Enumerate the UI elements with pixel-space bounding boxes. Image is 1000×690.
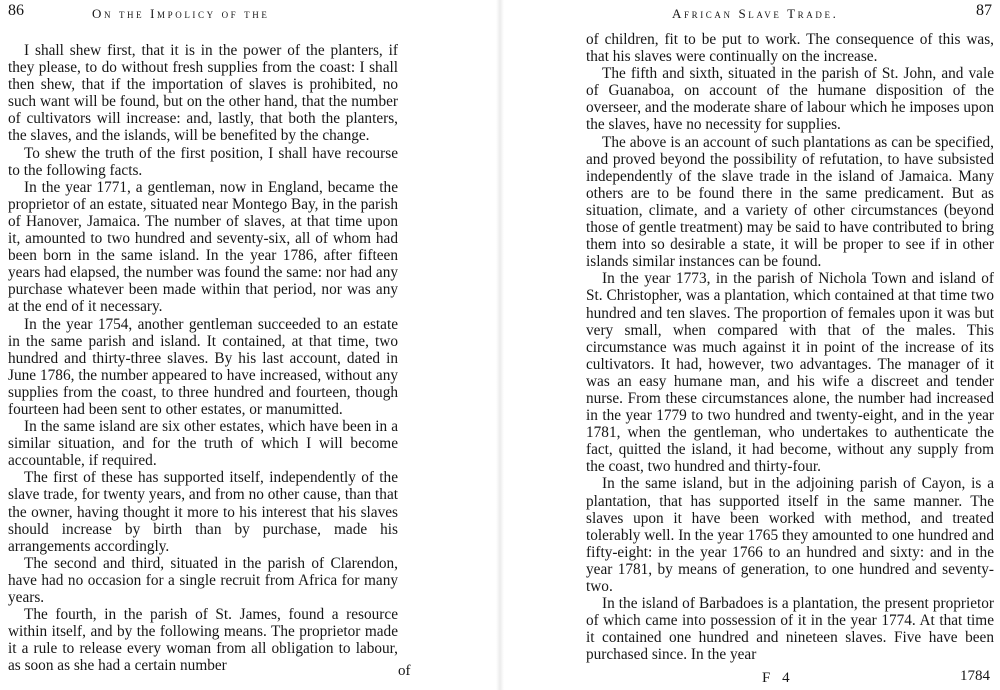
paragraph: The second and third, situated in the parish of Clarendon, have had no occasion for a single recruit from Africa for many years. [8, 554, 398, 606]
paragraph: The first of these has supported itself, independently of the slave trade, for twenty years, and from no other cause, than that the owner, having thought it more to his interest that his slaves should increase by birth than by purchase, made his arrangements accordingly. [8, 469, 398, 555]
paragraph: I shall shew first, that it is in the power of the planters, if they please, to do without fresh supplies from the coast: I shall then shew, that if the importation of slaves is prohibited, no such want will be found, but on the other hand, that the number of cultivators will increase: and, lastly, that both the planters, the slaves, and the islands, will be benefited by the change. [8, 42, 398, 145]
signature-mark: F 4 [762, 670, 794, 686]
paragraph: To shew the truth of the first position, I shall have recourse to the following facts. [8, 144, 398, 179]
paragraph: In the year 1771, a gentleman, now in England, became the proprietor of an estate, situated near Montego Bay, in the parish of Hanover, Jamaica. The number of slaves, at that time upon it, amounted to two hundred and seventy-six, all of whom had been born in the same island. In the year 1786, after fifteen years had elapsed, the number was found the same: nor had any purchase whatever been made within that period, nor was any at the end of it necessary. [8, 178, 398, 316]
running-head: African Slave Trade. [672, 6, 839, 21]
paragraph: The fifth and sixth, situated in the parish of St. John, and vale of Guanaboa, on account of the humane disposition of the overseer, and the moderate share of labour which he imposes upon the slaves, have no necessity for supplies. [586, 65, 994, 134]
right-page-body [586, 31, 994, 663]
catchword: 1784 [960, 668, 990, 684]
left-page-body [8, 42, 398, 674]
continued-paragraph: of children, fit to be put to work. The consequence of this was, that his slaves were continually on the increase. [586, 31, 994, 66]
paragraph: The above is an account of such plantations as can be specified, and proved beyond the possibility of refutation, to have subsisted independently of the slave trade in the island of Jamaica. Many others are to be found there in the same predicament. But as situation, climate, and a variety of other circumstances (beyond those of gentle treatment) may be said to have contributed to bring them into so desirable a state, it will be proper to see if in other islands similar instances can be found. [586, 133, 994, 271]
paragraph: The fourth, in the parish of St. James, found a resource within itself, and by the following means. The proprietor made it a rule to release every woman from all obligation to labour, as soon as she had a certain number [8, 606, 398, 675]
paragraph: In the year 1773, in the parish of Nichola Town and island of St. Christopher, was a plantation, which contained at that time two hundred and ten slaves. The proportion of females upon it was but very small, when compared with that of the males. This circumstance was much against it in point of the increase of its cultivators. It had, however, two advantages. The manager of it was an easy humane man, and his wife a discreet and tender nurse. From these circumstances alone, the number had increased in the year 1779 to two hundred and twenty-eight, and in the year 1781, when the gentleman, who undertakes to authenticate the fact, quitted the island, it had become, without any supply from the coast, two hundred and thirty-four. [586, 270, 994, 476]
page-number: 86 [8, 2, 24, 19]
paragraph: In the year 1754, another gentleman succeeded to an estate in the same parish and island. It contained, at that time, two hundred and thirty-three slaves. By his last account, dated in June 1786, the number appeared to have increased, without any supplies from the coast, to three hundred and fourteen, though fourteen had been sent to other estates, or manumitted. [8, 315, 398, 418]
catchword: of [398, 663, 411, 679]
right-page [500, 0, 1000, 690]
paragraph: In the same island are six other estates, which have been in a similar situation, and for the truth of which I will become accountable, if required. [8, 418, 398, 470]
paragraph: In the same island, but in the adjoining parish of Cayon, is a plantation, that has supported itself in the same manner. The slaves upon it have been worked with method, and treated tolerably well. In the year 1765 they amounted to one hundred and fifty-eight: in the year 1766 to an hundred and sixty: and in the year 1781, by means of generation, to one hundred and seventy-two. [586, 475, 994, 595]
page-number: 87 [976, 2, 992, 19]
paragraph: In the island of Barbadoes is a plantation, the present proprietor of which came into possession of it in the year 1774. At that time it contained one hundred and nineteen slaves. Five have been purchased since. In the year [586, 595, 994, 664]
running-head: On the Impolicy of the [92, 6, 270, 21]
